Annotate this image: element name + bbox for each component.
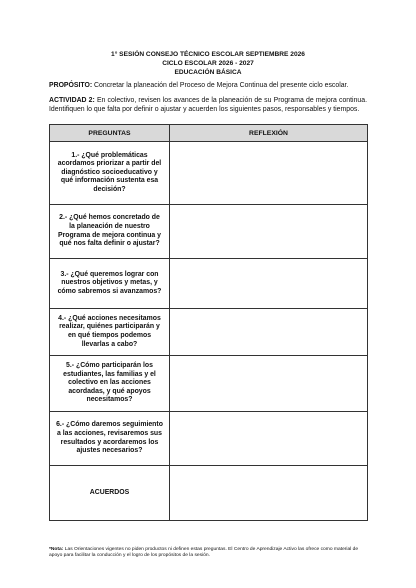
footnote-text: Las Orientaciones vigentes no piden productos ni definen estas preguntas. El Centro de Aprendizaje Activo las ofrece como material de apoyo para facilitar la conducción y el logro de los propósitos de la sesión. bbox=[49, 547, 359, 559]
agreements-cell: ACUERDOS bbox=[50, 466, 170, 521]
agreements-reflection-cell[interactable] bbox=[170, 466, 368, 521]
reflection-cell[interactable] bbox=[170, 205, 368, 259]
activity-text: En colectivo, revisen los avances de la planeación de su Programa de mejora continua. Identifiquen lo que falta por definir o ajustar y acuerden los siguientes pasos, responsables y tiempos. bbox=[49, 97, 367, 113]
question-cell: 1.- ¿Qué problemáticas acordamos priorizar a partir del diagnóstico socioeducativo y qué información sustenta esa decisión? bbox=[50, 142, 170, 205]
purpose-paragraph bbox=[49, 82, 367, 91]
document-title: 1° SESIÓN CONSEJO TÉCNICO ESCOLAR SEPTIEMBRE 2026 bbox=[111, 51, 305, 58]
table-row bbox=[50, 466, 368, 521]
activity-paragraph bbox=[49, 97, 367, 115]
footnote bbox=[49, 547, 369, 560]
question-cell: 5.- ¿Cómo participarán los estudiantes, las familias y el colectivo en las acciones acordadas, y qué apoyos necesitamos? bbox=[50, 356, 170, 412]
activity-label: ACTIVIDAD 2: bbox=[49, 97, 95, 104]
question-cell: 6.- ¿Cómo daremos seguimiento a las acciones, revisaremos sus resultados y acordaremos los ajustes necesarios? bbox=[50, 412, 170, 466]
reflection-cell[interactable] bbox=[170, 356, 368, 412]
question-cell: 4.- ¿Qué acciones necesitamos realizar, quiénes participarán y en qué tiempos podemos llevarlas a cabo? bbox=[50, 309, 170, 356]
questions-table bbox=[49, 124, 368, 521]
school-cycle: CICLO ESCOLAR 2026 - 2027 bbox=[162, 60, 254, 67]
table-row bbox=[50, 412, 368, 466]
purpose-label: PROPÓSITO: bbox=[49, 82, 93, 89]
table-row bbox=[50, 205, 368, 259]
column-header-preguntas: PREGUNTAS bbox=[50, 125, 170, 142]
reflection-cell[interactable] bbox=[170, 142, 368, 205]
reflection-cell[interactable] bbox=[170, 259, 368, 309]
education-level: EDUCACIÓN BÁSICA bbox=[174, 69, 242, 76]
table-row bbox=[50, 142, 368, 205]
footnote-label: *Nota: bbox=[49, 547, 64, 552]
question-cell: 2.- ¿Qué hemos concretado de la planeación de nuestro Programa de mejora continua y qué nos falta definir o ajustar? bbox=[50, 205, 170, 259]
column-header-reflexion: REFLEXIÓN bbox=[170, 125, 368, 142]
purpose-text: Concretar la planeación del Proceso de Mejora Continua del presente ciclo escolar. bbox=[92, 82, 349, 89]
table-row bbox=[50, 309, 368, 356]
reflection-cell[interactable] bbox=[170, 309, 368, 356]
question-cell: 3.- ¿Qué queremos lograr con nuestros objetivos y metas, y cómo sabremos si avanzamos? bbox=[50, 259, 170, 309]
table-row bbox=[50, 259, 368, 309]
table-row bbox=[50, 356, 368, 412]
reflection-cell[interactable] bbox=[170, 412, 368, 466]
